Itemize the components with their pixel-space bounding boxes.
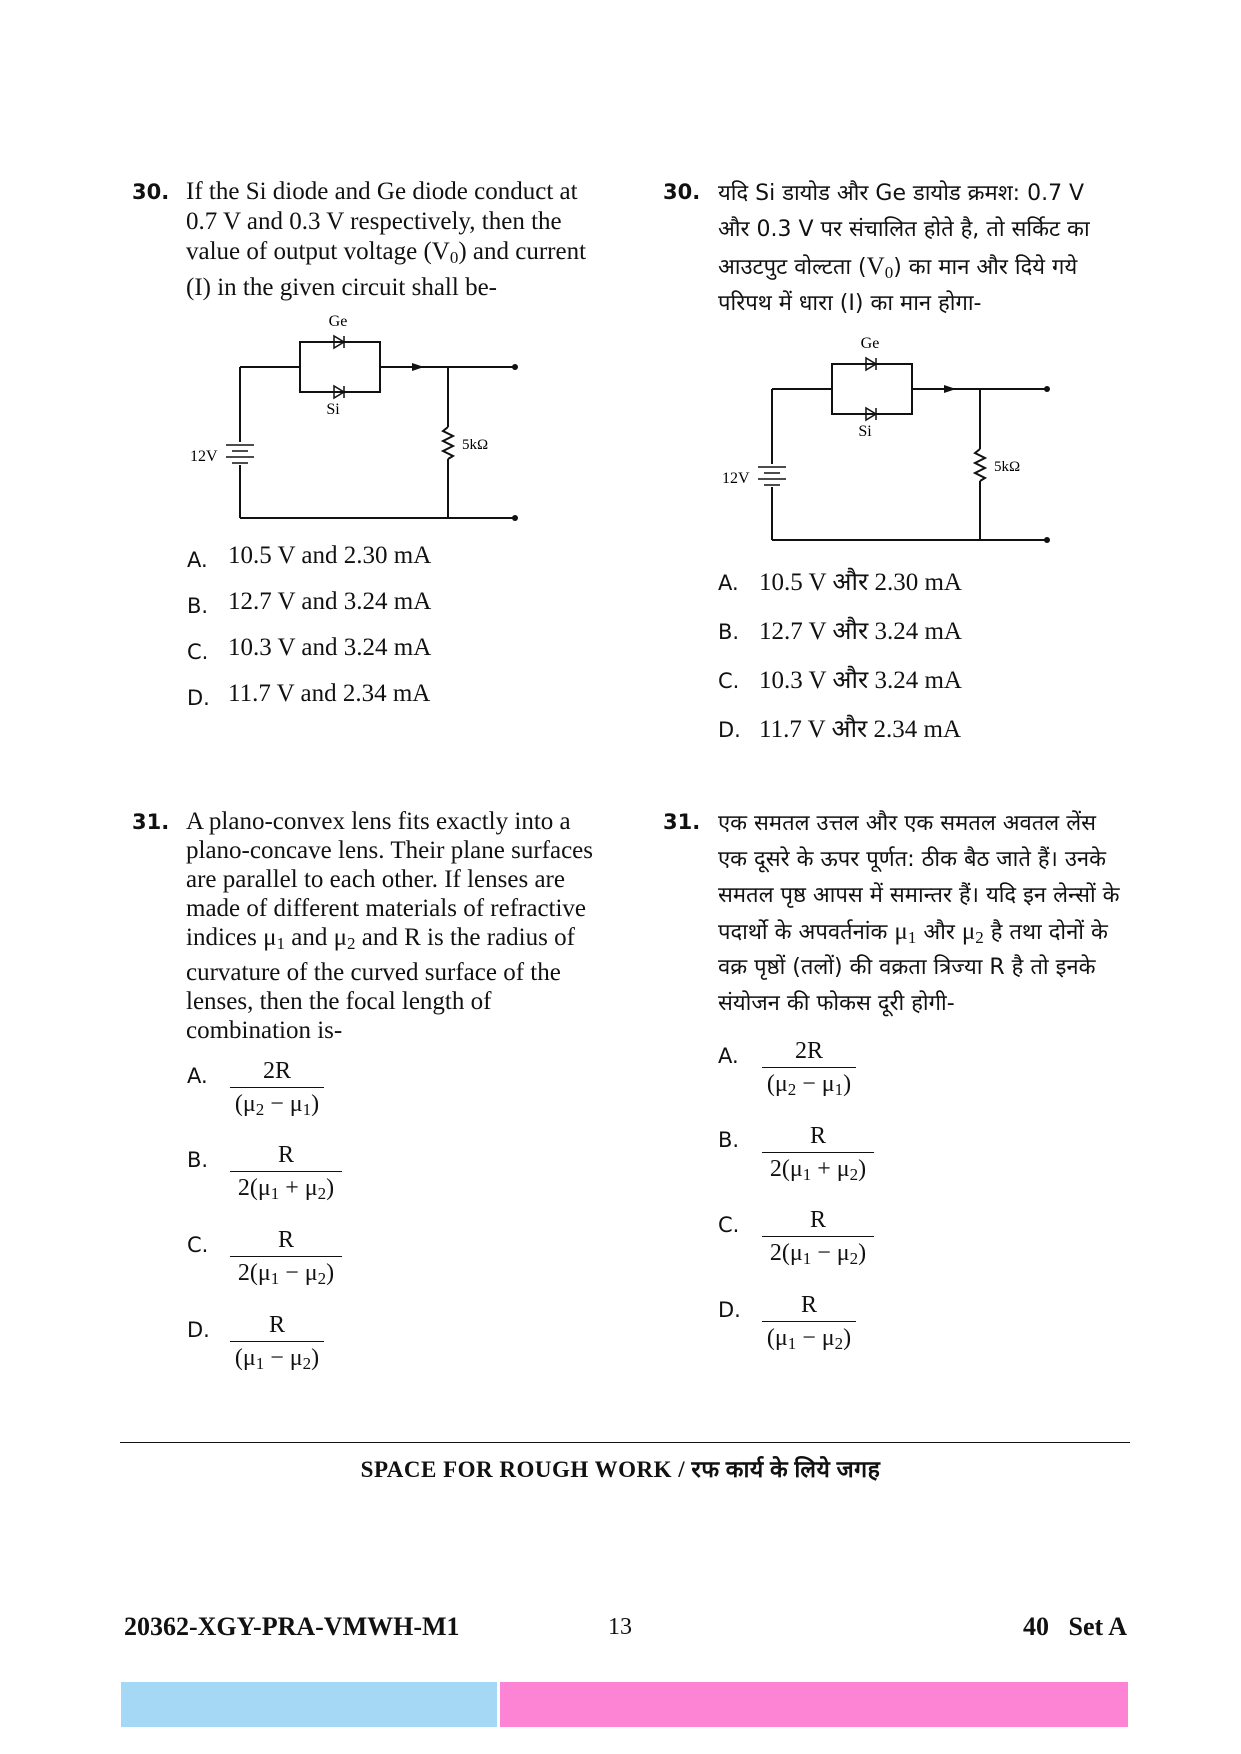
option-fraction: 2R $(\mu_2 - \mu_1)$: [762, 1035, 856, 1100]
option-letter: B.: [718, 1128, 740, 1152]
question-number: 30.: [663, 180, 701, 204]
option-letter: A.: [718, 1044, 739, 1068]
resistor-label: 5kΩ: [994, 459, 1021, 475]
option-letter: C.: [718, 669, 740, 693]
footer-band-right: [500, 1682, 1128, 1727]
question-line: और 0.3 V पर संचालित होते है, तो सर्किट का: [718, 217, 1090, 242]
question-line: indices $\mu_1$ and $\mu_2$ and R is the radius of: [186, 924, 575, 953]
output-terminal: [512, 515, 518, 521]
current-arrow-icon: [412, 363, 424, 371]
battery-label: 12V: [190, 448, 218, 465]
option-letter: D.: [187, 686, 210, 710]
question-line: आउटपुट वोल्टता $(V_0)$ का मान और दिये गये: [718, 253, 1078, 282]
option-fraction: 2R $(\mu_2 - \mu_1)$: [230, 1055, 324, 1120]
question-line: 0.7 V and 0.3 V respectively, then the: [186, 208, 562, 235]
option-text: 11.7 V and 2.34 mA: [228, 680, 431, 707]
question-line: यदि Si डायोड और Ge डायोड क्रमश: 0.7 V: [718, 181, 1085, 206]
option-letter: D.: [718, 1298, 741, 1322]
question-line: एक समतल उत्तल और एक समतल अवतल लेंस: [718, 811, 1097, 836]
option-fraction: R $2(\mu_1 - \mu_2)$: [230, 1224, 342, 1289]
option-fraction: R $2(\mu_1 + \mu_2)$: [230, 1139, 342, 1204]
question-line: curvature of the curved surface of the: [186, 959, 561, 986]
option-text: 11.7 V और 2.34 mA: [759, 716, 962, 743]
resistor-label: 5kΩ: [462, 437, 489, 453]
rough-work-divider: [120, 1442, 1130, 1443]
question-line: made of different materials of refractive: [186, 895, 587, 922]
option-fraction: R $2(\mu_1 - \mu_2)$: [762, 1204, 874, 1269]
option-letter: C.: [718, 1213, 740, 1237]
circuit-diagram: [180, 305, 530, 530]
option-letter: D.: [187, 1318, 210, 1342]
question-line: If the Si diode and Ge diode conduct at: [186, 178, 578, 205]
question-line: plano-concave lens. Their plane surfaces: [186, 837, 593, 864]
option-letter: A.: [187, 548, 208, 572]
question-line: वक्र पृष्ठों (तलों) की वक्रता त्रिज्या R है तो इनके: [718, 955, 1096, 980]
si-label: Si: [326, 401, 340, 418]
question-line: are parallel to each other. If lenses are: [186, 866, 565, 893]
set-label: 40 Set A: [1023, 1612, 1127, 1641]
option-text: 10.5 V और 2.30 mA: [759, 569, 962, 596]
question-line: combination is-: [186, 1017, 343, 1044]
option-letter: B.: [718, 620, 740, 644]
question-line: (I) in the given circuit shall be-: [186, 274, 497, 301]
question-line: A plano-convex lens fits exactly into a: [186, 808, 571, 835]
question-line: समतल पृष्ठ आपस में समान्तर हैं। यदि इन लेन्सों के: [718, 883, 1120, 908]
rough-work-heading: SPACE FOR ROUGH WORK / रफ कार्य के लिये जगह: [360, 1457, 881, 1482]
ge-label: Ge: [328, 313, 348, 330]
option-text: 10.3 V and 3.24 mA: [228, 634, 432, 661]
option-letter: C.: [187, 1233, 209, 1257]
option-fraction: R $(\mu_1 - \mu_2)$: [230, 1309, 324, 1374]
option-text: 12.7 V and 3.24 mA: [228, 588, 432, 615]
question-line: पदार्थो के अपवर्तनांक $\mu_1$ और $\mu_2$ है तथा दोनों के: [718, 918, 1108, 947]
option-letter: D.: [718, 718, 741, 742]
option-fraction: R $(\mu_1 - \mu_2)$: [762, 1289, 856, 1354]
current-arrow-icon: [944, 385, 956, 393]
option-letter: B.: [187, 594, 209, 618]
question-line: परिपथ में धारा (I) का मान होगा-: [718, 291, 982, 316]
output-terminal: [512, 364, 518, 370]
option-letter: A.: [187, 1064, 208, 1088]
option-letter: C.: [187, 640, 209, 664]
question-line: lenses, then the focal length of: [186, 988, 492, 1015]
ge-label: Ge: [860, 335, 880, 352]
page-number: 13: [608, 1614, 632, 1640]
option-letter: B.: [187, 1148, 209, 1172]
output-terminal: [1044, 386, 1050, 392]
output-terminal: [1044, 537, 1050, 543]
option-text: 12.7 V और 3.24 mA: [759, 618, 962, 645]
footer-band-left: [121, 1682, 497, 1727]
question-number: 31.: [663, 810, 701, 834]
option-letter: A.: [718, 571, 739, 595]
paper-code: 20362-XGY-PRA-VMWH-M1: [124, 1612, 460, 1641]
question-number: 30.: [132, 180, 170, 204]
question-line: value of output voltage $(V_0)$ and current: [186, 238, 587, 267]
si-label: Si: [858, 423, 872, 440]
question-line: एक दूसरे के ऊपर पूर्णत: ठीक बैठ जाते हैं। उनके: [718, 847, 1107, 872]
option-text: 10.5 V and 2.30 mA: [228, 542, 432, 569]
option-fraction: R $2(\mu_1 + \mu_2)$: [762, 1120, 874, 1185]
question-line: संयोजन की फोकस दूरी होगी-: [718, 991, 955, 1016]
question-number: 31.: [132, 810, 170, 834]
option-text: 10.3 V और 3.24 mA: [759, 667, 962, 694]
battery-label: 12V: [722, 470, 750, 487]
circuit-diagram: [712, 327, 1062, 552]
